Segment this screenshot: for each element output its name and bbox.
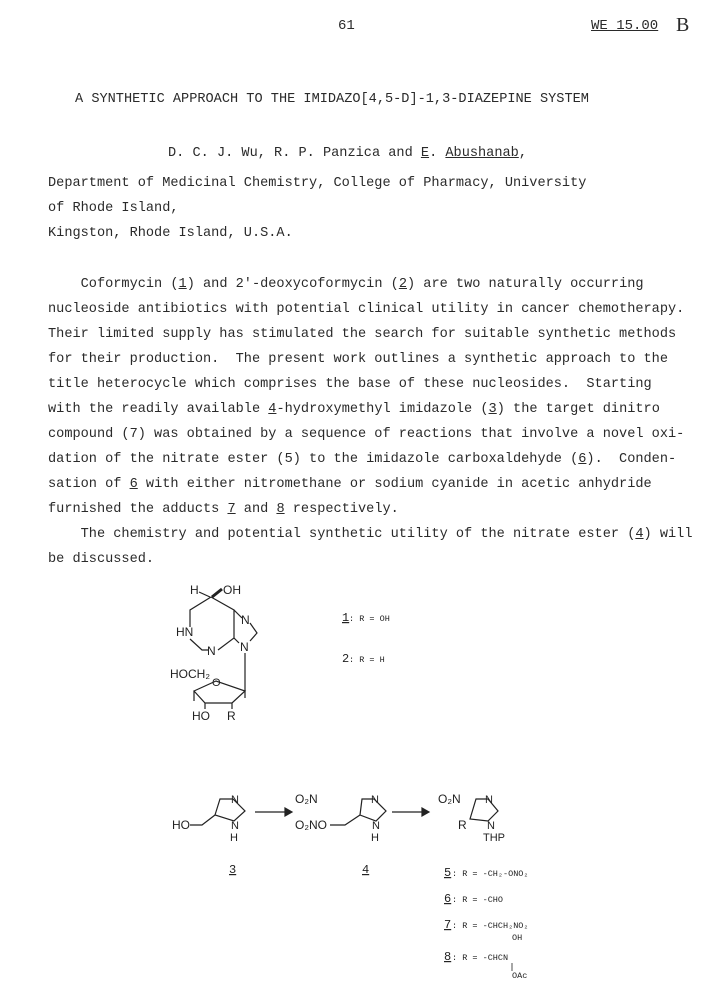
text-segment: ). Conden- [586,452,677,467]
bond [199,592,210,597]
atom-label: THP [483,832,505,844]
atom-label: HO [192,709,210,723]
text-segment: nucleoside antibiotics with potential clinical utility in cancer chemotherapy. [48,302,685,317]
body-text-line [48,502,399,517]
compound-reference: 4 [268,402,277,417]
affiliation-line: of Rhode Island, [48,201,179,216]
compound-definition: : R = H [349,655,385,665]
bond [234,638,239,643]
body-text-line [48,352,668,367]
r-group-definition: : R = -CH₂-ONO₂ [452,869,529,879]
body-text-line [48,527,692,542]
body-text-line [48,452,676,467]
text-segment: ) the target dinitro [496,402,660,417]
author-text: , [518,146,527,161]
compound-reference: 4 [635,527,644,542]
bond [250,623,257,641]
author-text: D. C. J. Wu, R. P. Panzica and [168,146,421,161]
r-group-substituent: OAc [512,971,528,981]
atom-label: H [190,583,199,597]
atom-label: N [487,820,495,832]
text-segment: dation of the nitrate ester (5) to the imidazole carboxaldehyde ( [48,452,579,467]
bond [190,639,208,650]
coformycin-structure-figure [150,575,450,735]
atom-label: R [458,818,467,832]
imidazole-ring [470,799,498,821]
body-text-line [48,477,652,492]
text-segment: compound (7) was obtained by a sequence of reactions that involve a novel oxi- [48,427,685,442]
body-text-line [48,552,154,567]
page-number: 61 [338,18,355,34]
compound-number: 6 [444,892,452,906]
author-list [168,146,527,161]
atom-label: HOCH₂ [170,667,210,681]
body-text-line [48,402,660,417]
affiliation-line: Kingston, Rhode Island, U.S.A. [48,226,293,241]
compound-number: 1 [342,611,350,625]
compound-reference: 1 [178,277,187,292]
text-segment: and [235,502,277,517]
body-text-line [48,302,684,317]
text-segment: with the readily available [48,402,269,417]
session-code-letter: B [676,14,690,36]
r-group-definition: : R = -CHCN [452,953,509,963]
text-segment: Their limited supply has stimulated the search for suitable synthetic methods [48,327,677,342]
r-group-substituent: OH [512,933,523,943]
compound-definition: : R = OH [349,614,390,624]
text-segment: ) and 2'-deoxycoformycin ( [186,277,399,292]
body-text-line [48,327,676,342]
compound-reference: 8 [276,502,285,517]
compound-reference: 6 [578,452,587,467]
compound-number: 8 [444,950,452,964]
text-segment: title heterocycle which comprises the base of these nucleosides. Starting [48,377,652,392]
bond [190,815,215,825]
atom-label: O₂N [438,792,461,806]
bond [330,815,360,825]
atom-label: HN [176,625,194,639]
body-text-line [48,377,652,392]
atom-label: O₂NO [295,818,327,832]
text-segment: sation of [48,477,130,492]
arrowhead [422,808,429,816]
bond [190,597,211,627]
atom-label: O [212,677,221,689]
atom-label: H [371,832,379,844]
atom-label: HO [172,818,190,832]
atom-label: N [207,644,216,658]
atom-label: N [371,794,379,806]
synthesis-scheme-figure [150,775,570,990]
paper-title: A SYNTHETIC APPROACH TO THE IMIDAZO[4,5-D]-1,3-DIAZEPINE SYSTEM [75,92,589,107]
body-text-line [48,427,684,442]
text-segment: Coformycin ( [48,277,179,292]
atom-label: H [230,832,238,844]
text-segment: for their production. The present work outlines a synthetic approach to the [48,352,668,367]
text-segment: ) will [643,527,693,542]
compound-reference: 6 [129,477,138,492]
compound-reference: 2 [398,277,407,292]
atom-label: N [372,820,380,832]
arrowhead [285,808,292,816]
session-code: WE 15.00 [591,18,659,34]
bond [212,589,222,597]
body-text-line [48,277,644,292]
atom-label: O₂N [295,792,318,806]
compound-number: 7 [444,918,452,932]
author-initial: E [420,146,430,161]
imidazole-ring [215,799,245,821]
compound-number: 2 [342,652,350,666]
atom-label: R [227,709,236,723]
text-segment: -hydroxymethyl imidazole ( [276,402,489,417]
text-segment: be discussed. [48,552,155,567]
author-text: . [429,146,446,161]
atom-label: N [231,820,239,832]
atom-label: N [240,640,249,654]
text-segment: The chemistry and potential synthetic utility of the nitrate ester ( [48,527,636,542]
text-segment: respectively. [284,502,399,517]
r-group-definition: : R = -CHCH₂NO₂ [452,921,529,931]
affiliation-line: Department of Medicinal Chemistry, College of Pharmacy, University [48,176,587,191]
compound-reference: 3 [488,402,497,417]
atom-label: OH [223,583,241,597]
atom-label: N [231,794,239,806]
atom-label: N [485,794,493,806]
compound-label: 4 [362,863,370,877]
atom-label: N [241,613,250,627]
bond [211,597,234,650]
text-segment: furnished the adducts [48,502,228,517]
compound-number: 5 [444,866,452,880]
text-segment: ) are two naturally occurring [406,277,644,292]
compound-reference: 7 [227,502,236,517]
r-group-definition: : R = -CHO [452,895,504,905]
author-surname: Abushanab [445,146,519,161]
compound-label: 3 [229,863,237,877]
text-segment: with either nitromethane or sodium cyanide in acetic anhydride [137,477,652,492]
